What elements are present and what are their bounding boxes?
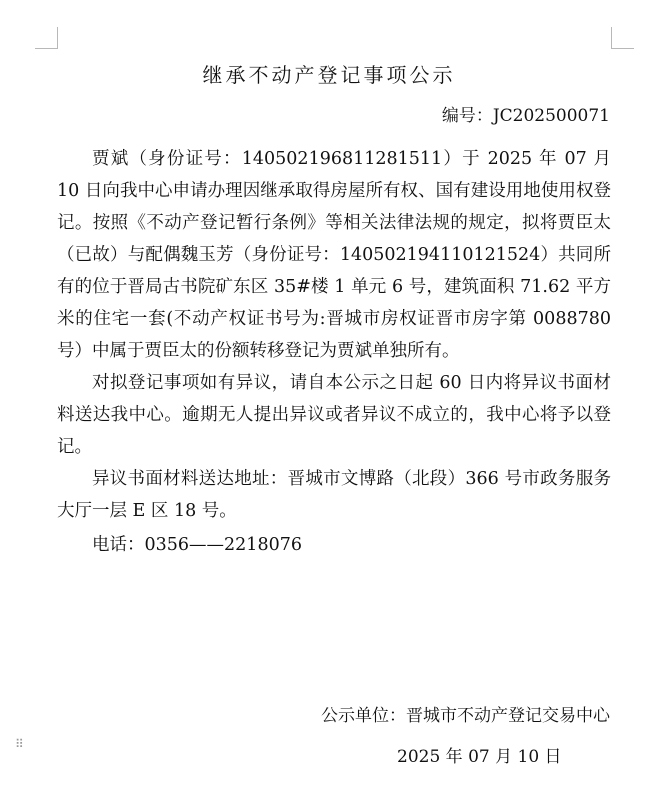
crop-mark-top-right bbox=[611, 48, 634, 49]
issuing-unit: 公示单位：晋城市不动产登记交易中心 bbox=[321, 706, 610, 726]
drag-handle-icon[interactable]: ⠿ bbox=[15, 737, 25, 751]
document-number: 编号：JC202500071 bbox=[441, 106, 610, 126]
document-body bbox=[57, 143, 611, 561]
paragraph-application: 贾斌（身份证号：140502196811281511）于 2025 年 07 月 10 日向我中心申请办理因继承取得房屋所有权、国有建设用地使用权登记。按照《不动产登记暂行条例》等相关法律法规的规定，拟将贾臣太（已故）与配偶魏玉芳（身份证号：140502194110121524）共同所有的位于晋局古书院矿东区 35#楼 1 单元 6 号，建筑面积 71.62 平方米的住宅一套(不动产权证书号为:晋城市房权证晋市房字第 0088780 号）中属于贾臣太的份额转移登记为贾斌单独所有。 bbox=[57, 149, 611, 361]
paragraph-address: 异议书面材料送达地址：晋城市文博路（北段）366 号市政务服务大厅一层 E 区 18 号。 bbox=[57, 469, 611, 521]
crop-mark-top-left bbox=[35, 48, 58, 49]
phone-line: 电话：0356——2218076 bbox=[92, 535, 302, 555]
document-title: 继承不动产登记事项公示 bbox=[202, 63, 456, 87]
paragraph-objection: 对拟登记事项如有异议，请自本公示之日起 60 日内将异议书面材料送达我中心。逾期无人提出异议或者异议不成立的，我中心将予以登记。 bbox=[57, 373, 611, 457]
crop-mark-top-left bbox=[57, 27, 58, 49]
crop-mark-top-right bbox=[611, 27, 612, 49]
issue-date: 2025 年 07 月 10 日 bbox=[397, 747, 562, 767]
